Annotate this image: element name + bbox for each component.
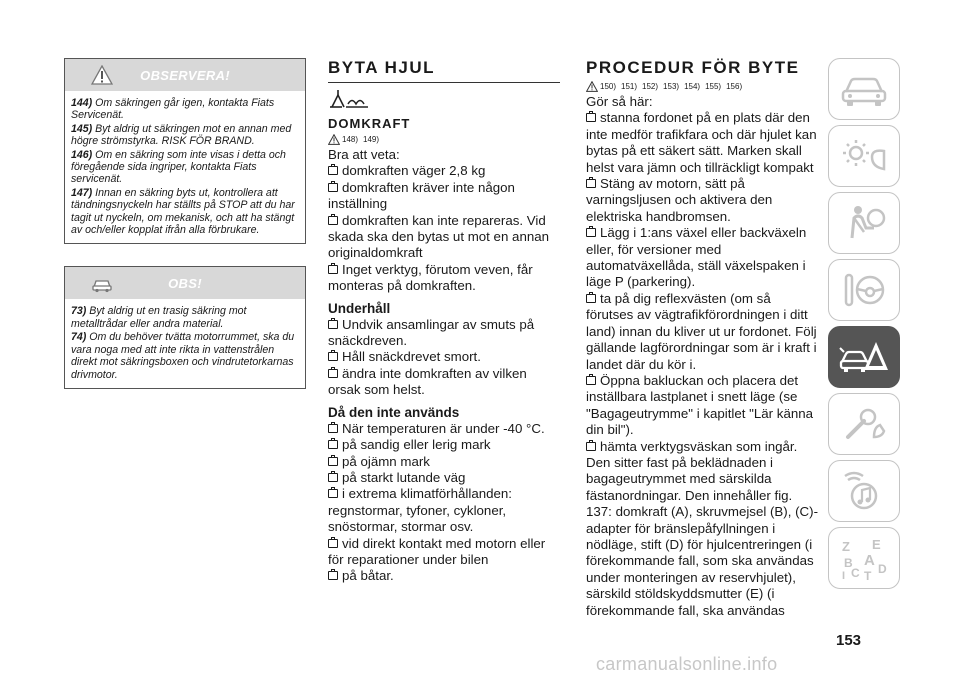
tab-index[interactable] [828,527,900,589]
note-item: 147) Innan en säkring byts ut, kontrollera att tändningsnyckeln har ställts på STOP att du har tagit ut nyckeln, om mekanisk, och att ha stängt av och/eller kopplat ifrån alla förbrukare. [71,186,295,237]
bullet-icon [328,166,338,175]
airbag-seatbelt-icon [838,200,890,246]
index-letter: A [864,552,875,569]
reference-number: 156) [726,82,743,91]
list-item: hämta verktygsväskan som ingår. Den sitter fast på beklädnaden i bagageutrymmet med särskilda fästanordningar. Den innehåller fig. 137: domkraft (A), skruvmejsel (B), (C)-adapter för bränslepåfyllningen i nödläge, stift (D) för hjulcentreringen (i förekommande fall, som ska användas under monteringen av reservhjulet), särskild stöldskyddsmutter (E) (i förekommande fall, ska användas [586,438,818,618]
car-damage-icon [91,273,113,293]
bullet-icon [328,183,338,192]
tab-key-steering[interactable] [828,259,900,321]
bullet-icon [586,228,596,237]
heading-underhall: Underhåll [328,300,391,316]
list-item: domkraften väger 2,8 kg [328,163,560,179]
list-item: ändra inte domkraften av vilken orsak som helst. [328,365,527,398]
observera-notes [65,91,305,243]
emergency-warning-icon [838,334,890,380]
note-item: 145) Byt aldrig ut säkringen mot en annan med högre strömstyrka. RISK FÖR BRAND. [71,122,292,148]
index-letter: I [842,570,846,581]
list-item: på båtar. [328,568,560,584]
index-letter: D [878,562,887,576]
list-item: domkraften kan inte repareras. Vid skada ska den bytas ut mot en annan originaldomkraft [328,212,550,261]
tab-multimedia[interactable] [828,460,900,522]
reference-number: 154) [684,82,701,91]
tab-dashboard-lights[interactable] [828,125,900,187]
page-number: 153 [836,632,862,649]
bullet-icon [328,320,338,329]
warning-icon [91,65,113,85]
index-letter: B [844,556,853,570]
bullet-icon [328,424,338,433]
bullet-icon [328,571,338,580]
index-letter: C [851,566,860,580]
list-item: vid direkt kontakt med motorn eller för reparationer under bilen [328,535,546,567]
section-title-byta-hjul: BYTA HJUL [328,58,560,83]
list-item: Stäng av motorn, sätt på varningsljusen och aktivera den elektriska handbromsen. [586,176,773,224]
tab-airbag-seatbelt[interactable] [828,192,900,254]
warning-icon [328,134,340,145]
watermark: carmanualsonline.info [596,654,778,674]
list-item: Öppna bakluckan och placera det inställbara lastplanet i snett läge (se "Bagageutrymme" i kapitlet "Lär känna din bil"). [586,372,814,438]
bullet-icon [328,489,338,498]
observera-header [65,59,305,91]
list-item: i extrema klimatförhållanden: regnstormar, tyfoner, cykloner, snöstormar, stormar osv. [328,486,512,535]
key-steering-icon [838,267,890,313]
bullet-icon [328,457,338,466]
observera-box [64,58,306,244]
list-item: När temperaturen är under -40 °C. [328,421,560,437]
obs-header [65,267,305,299]
obs-title: OBS! [168,275,202,291]
reference-list [328,134,560,145]
jack-icon [328,87,370,109]
list-item: Lägg i 1:ans växel eller backväxeln eller, för versioner med automatväxellåda, ställ växelspaken i läge P (parkering). [586,225,807,290]
intro-text: Bra att veta: [328,147,400,162]
dashboard-lights-icon [838,133,890,179]
bullet-icon [328,216,338,225]
warning-icon [586,81,598,92]
right-column [586,58,818,619]
note-item: 144) Om säkringen går igen, kontakta Fiats Servicenät. [71,97,275,122]
bullet-icon [586,113,596,122]
chapter-sidebar [828,58,900,594]
note-item: 73) Byt aldrig ut en trasig säkring mot metalltrådar eller andra material. [71,305,247,330]
tab-emergency[interactable] [828,326,900,388]
maintenance-tools-icon [838,401,890,447]
reference-number: 151) [621,82,638,91]
list-item: på ojämn mark [328,454,560,470]
bullet-icon [586,442,596,451]
index-letter: T [864,569,872,581]
tab-maintenance[interactable] [828,393,900,455]
heading-inte-anvands: Då den inte används [328,404,460,420]
reference-number: 150) [600,82,617,91]
bullet-icon [328,369,338,378]
bullet-icon [328,352,338,361]
bullet-icon [328,539,338,548]
list-item: på sandig eller lerig mark [328,437,560,453]
intro-text: Gör så här: [586,94,653,109]
multimedia-icon [838,468,890,514]
list-item: Håll snäckdrevet smort. [328,349,560,365]
middle-column [328,58,560,585]
reference-number: 149) [363,135,380,144]
subsection-domkraft: DOMKRAFT [328,116,411,131]
left-column [64,58,306,411]
bullet-icon [328,473,338,482]
list-item: stanna fordonet på en plats där den inte medför trafikfara och där hjulet kan bytas på ett säkert sätt. Marken skall helst vara jämn och tillräckligt kompakt [586,110,817,175]
bullet-icon [586,294,596,303]
list-item: Undvik ansamlingar av smuts på snäckdreven. [328,316,535,349]
note-item: 74) Om du behöver tvätta motorrummet, ska du vara noga med att inte rikta in vattenstrålen direkt mot säkringsboxen och vindrutetorkarnas drivmotor. [71,331,295,381]
car-icon [838,66,890,112]
note-item: 146) Om en säkring som inte visas i detta och föregående sida ingriper, kontakta Fiats servicenät. [71,148,286,186]
index-letter: Z [842,539,850,554]
bullet-icon [586,376,596,385]
list-item: domkraften kräver inte någon inställning [328,179,515,212]
bullet-icon [328,265,338,274]
list-item: ta på dig reflexvästen (om så förutses av vägtrafikförordningen i ditt land) innan du kliver ut ur fordonet. Följ gällande lagförordningar som är i kraft i landet där du kör i. [586,290,817,372]
reference-number: 148) [342,135,359,144]
list-item: på starkt lutande väg [328,470,560,486]
tab-car[interactable] [828,58,900,120]
bullet-icon [328,440,338,449]
reference-number: 155) [705,82,722,91]
bullet-icon [586,179,596,188]
reference-number: 153) [663,82,680,91]
obs-notes [65,299,305,387]
obs-box [64,266,306,388]
index-letter: E [872,537,881,552]
list-item: Inget verktyg, förutom veven, får monteras på domkraften. [328,261,533,294]
reference-list [586,81,818,92]
reference-number: 152) [642,82,659,91]
section-title-procedur: PROCEDUR FÖR BYTE [586,58,800,77]
index-letters-icon [838,535,890,581]
observera-title: OBSERVERA! [140,67,230,83]
